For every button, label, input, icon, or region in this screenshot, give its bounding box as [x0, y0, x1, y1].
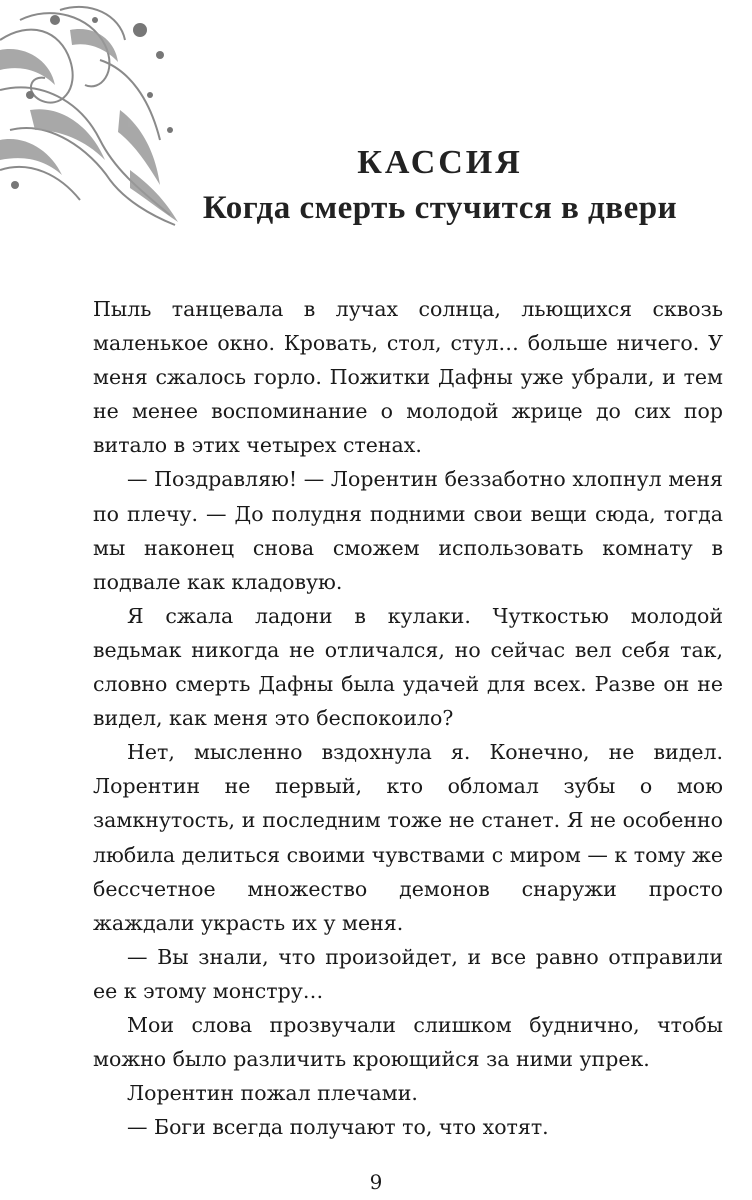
- paragraph: Нет, мысленно вздохнула я. Конечно, не видел. Лорентин не первый, кто обломал зубы о мою замкнутость, и последним тоже не станет. Я не особенно любила делиться своими чувствами с миром — к тому же бессчетное множество демонов снаружи просто жаждали украсть их у меня.: [93, 740, 723, 935]
- chapter-header: [160, 140, 720, 230]
- paragraph: Я сжала ладони в кулаки. Чуткостью молодой ведьмак никогда не отличался, но сейчас вел себя так, словно смерть Дафны была удачей для всех. Разве он не видел, как меня это беспокоило?: [93, 603, 723, 731]
- paragraph: — Боги всегда получают то, что хотят.: [127, 1115, 549, 1140]
- page-number: 9: [369, 1170, 383, 1194]
- chapter-subtitle: Когда смерть стучится в двери: [202, 190, 678, 226]
- paragraph: Лорентин пожал плечами.: [127, 1081, 418, 1106]
- chapter-body: [93, 292, 723, 1144]
- paragraph: — Поздравляю! — Лорентин беззаботно хлопнул меня по плечу. — До полудня подними свои вещи сюда, тогда мы наконец снова сможем использовать комнату в подвале как кладовую.: [93, 467, 723, 594]
- chapter-name: КАССИЯ: [357, 144, 523, 181]
- paragraph: Мои слова прозвучали слишком буднично, чтобы можно было различить кроющийся за ними упрек.: [93, 1012, 723, 1072]
- paragraph: Пыль танцевала в лучах солнца, льющихся сквозь маленькое окно. Кровать, стол, стул… больше ничего. У меня сжалось горло. Пожитки Дафны уже убрали, и тем не менее воспоминание о молодой жрице до сих пор витало в этих четырех стенах.: [93, 297, 723, 458]
- paragraph: — Вы знали, что произойдет, и все равно отправили ее к этому монстру…: [93, 944, 723, 1003]
